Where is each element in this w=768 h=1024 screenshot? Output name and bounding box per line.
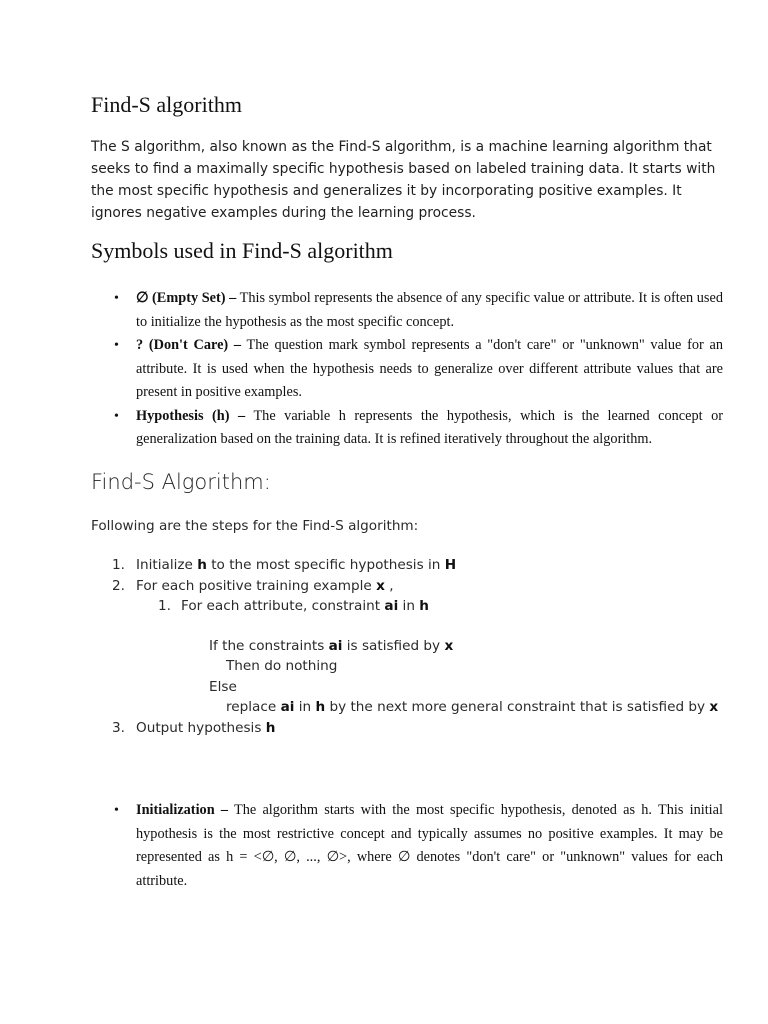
list-item bbox=[91, 334, 723, 405]
symbols-list bbox=[91, 287, 723, 452]
step-2-1: For each attribute, constraint ai in h bbox=[181, 598, 429, 614]
step-number: 2. bbox=[112, 578, 125, 594]
list-item bbox=[91, 799, 723, 893]
if-line: If the constraints ai is satisfied by x bbox=[209, 638, 454, 654]
initialization-description: The algorithm starts with the most specific hypothesis, denoted as h. This initial hypothesis is the most restrictive concept and typically assumes no positive examples. It may be represented as h = <∅, ∅, ..., ∅>, where ∅ denotes "don't care" or "unknown" values for each attribute. bbox=[136, 802, 723, 889]
symbol-description: This symbol represents the absence of any specific value or attribute. It is often used to initialize the hypothesis as the most specific concept. bbox=[136, 290, 723, 330]
step-3: Output hypothesis h bbox=[136, 720, 276, 736]
symbol-term: ∅ (Empty Set) – bbox=[136, 290, 237, 306]
intro-paragraph: The S algorithm, also known as the Find-S algorithm, is a machine learning algorithm that seeks to find a maximally specific hypothesis based on labeled training data. It starts with the most specific hypothesis and generalizes it by incorporating positive examples. It ignores negative examples during the learning process. bbox=[91, 139, 716, 221]
list-item bbox=[91, 287, 723, 334]
else-line: Else bbox=[209, 679, 237, 695]
step-number: 1. bbox=[158, 598, 171, 614]
initialization-term: Initialization – bbox=[136, 802, 229, 818]
step-number: 1. bbox=[112, 557, 125, 573]
then-line: Then do nothing bbox=[226, 658, 338, 674]
title-find-s: Find-S algorithm bbox=[91, 92, 242, 117]
heading-algorithm: Find-S Algorithm: bbox=[91, 470, 271, 494]
step-2: For each positive training example x , bbox=[136, 578, 394, 594]
replace-line: replace ai in h by the next more general constraint that is satisfied by x bbox=[226, 699, 719, 715]
heading-symbols: Symbols used in Find-S algorithm bbox=[91, 238, 393, 263]
symbol-term: Hypothesis (h) – bbox=[136, 407, 246, 424]
initialization-list bbox=[91, 799, 723, 893]
list-item bbox=[91, 405, 723, 452]
step-1: Initialize h to the most specific hypothesis in H bbox=[136, 557, 457, 573]
step-number: 3. bbox=[112, 720, 125, 736]
symbol-term: ? (Don't Care) – bbox=[136, 337, 242, 353]
symbol-description: The question mark symbol represents a "don't care" or "unknown" value for an attribute. It is used when the hypothesis needs to generalize over different attribute values that are present in positive examples. bbox=[136, 337, 723, 400]
symbol-description: The variable h represents the hypothesis, which is the learned concept or generalization based on the training data. It is refined iteratively throughout the algorithm. bbox=[136, 407, 723, 447]
steps-lead: Following are the steps for the Find-S algorithm: bbox=[91, 518, 419, 534]
